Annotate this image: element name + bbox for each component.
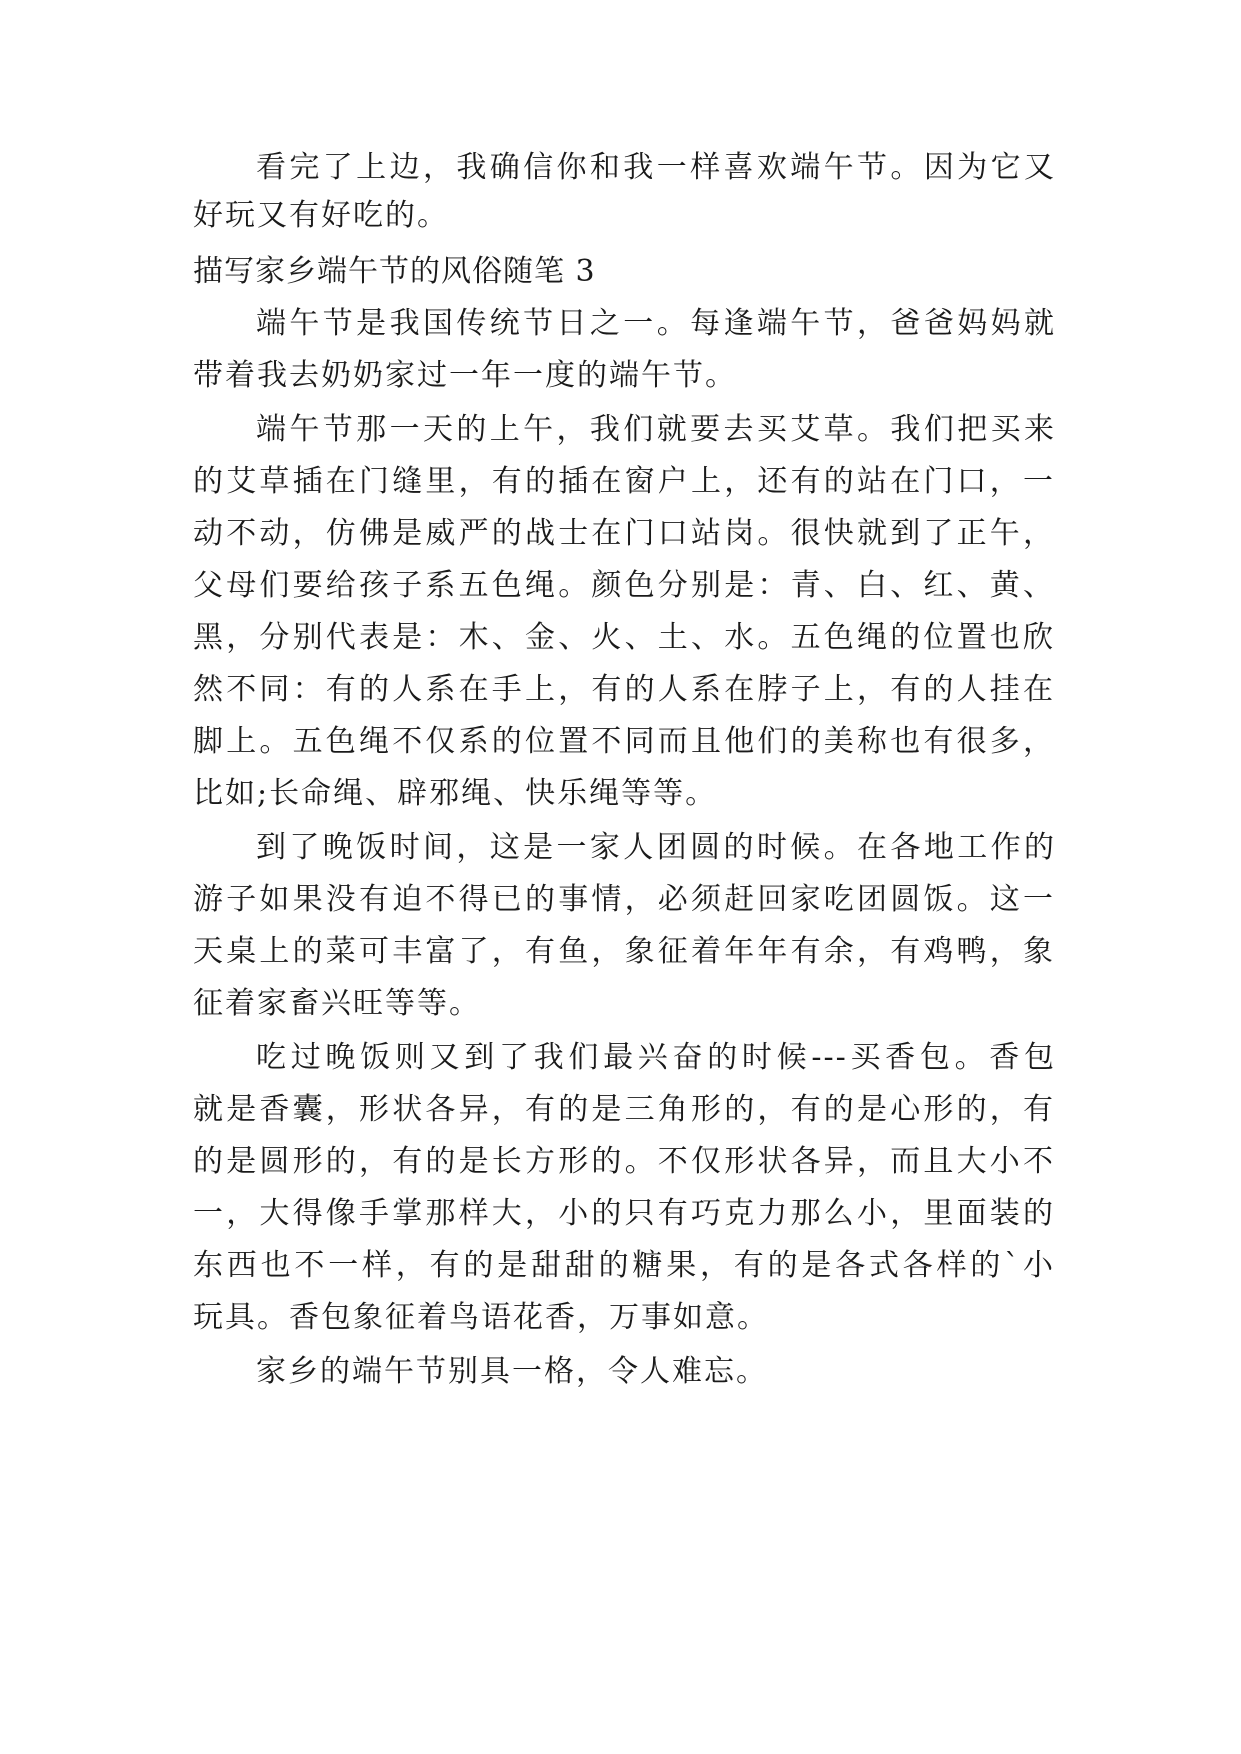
paragraph-line: 端午节是我国传统节日之一。每逢端午节，爸爸妈妈就 (256, 306, 1056, 341)
paragraph-line: 东西也不一样，有的是甜甜的糖果，有的是各式各样的`小 (193, 1248, 1055, 1283)
paragraph-line: 带着我去奶奶家过一年一度的端午节。 (193, 358, 737, 393)
paragraph-line: 就是香囊，形状各异，有的是三角形的，有的是心形的，有 (193, 1092, 1055, 1127)
paragraph-line: 家乡的端午节别具一格，令人难忘。 (256, 1354, 768, 1389)
paragraph-line: 玩具。香包象征着鸟语花香，万事如意。 (193, 1300, 769, 1335)
paragraph-line: 游子如果没有迫不得已的事情，必须赶回家吃团圆饭。这一 (193, 882, 1055, 917)
paragraph-line: 好玩又有好吃的。 (193, 198, 449, 233)
paragraph-line: 看完了上边，我确信你和我一样喜欢端午节。因为它又 (256, 150, 1056, 185)
paragraph-line: 动不动，仿佛是威严的战士在门口站岗。很快就到了正午， (193, 516, 1055, 551)
paragraph-line: 到了晚饭时间，这是一家人团圆的时候。在各地工作的 (256, 830, 1056, 865)
paragraph-line: 吃过晚饭则又到了我们最兴奋的时候---买香包。香包 (256, 1040, 1056, 1075)
paragraph-line: 然不同：有的人系在手上，有的人系在脖子上，有的人挂在 (193, 672, 1055, 707)
section-heading: 描写家乡端午节的风俗随笔 3 (193, 254, 596, 289)
paragraph-line: 比如;长命绳、辟邪绳、快乐绳等等。 (193, 776, 718, 811)
paragraph-line: 黑，分别代表是：木、金、火、土、水。五色绳的位置也欣 (193, 620, 1055, 655)
paragraph-line: 的艾草插在门缝里，有的插在窗户上，还有的站在门口，一 (193, 464, 1055, 499)
paragraph-line: 天桌上的菜可丰富了，有鱼，象征着年年有余，有鸡鸭，象 (193, 934, 1055, 969)
paragraph-line: 端午节那一天的上午，我们就要去买艾草。我们把买来 (256, 412, 1056, 447)
paragraph-line: 征着家畜兴旺等等。 (193, 986, 481, 1021)
paragraph-line: 脚上。五色绳不仅系的位置不同而且他们的美称也有很多， (193, 724, 1055, 759)
paragraph-line: 的是圆形的，有的是长方形的。不仅形状各异，而且大小不 (193, 1144, 1055, 1179)
paragraph-line: 父母们要给孩子系五色绳。颜色分别是：青、白、红、黄、 (193, 568, 1055, 603)
paragraph-line: 一，大得像手掌那样大，小的只有巧克力那么小，里面装的 (193, 1196, 1055, 1231)
